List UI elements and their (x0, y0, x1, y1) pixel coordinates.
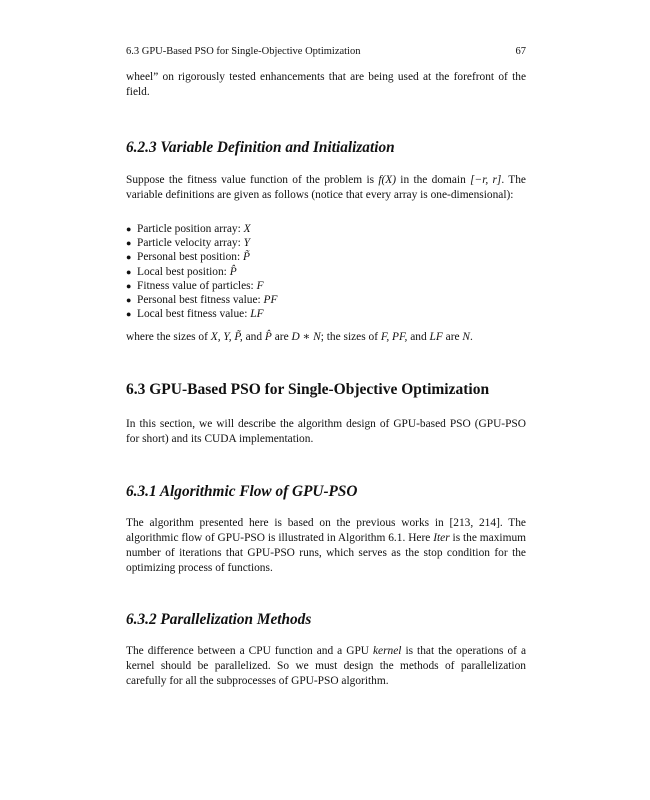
list-item: ● Particle position array: X (126, 223, 251, 235)
array-sizes-sentence: where the sizes of X, Y, P̃, and P̂ are D ∗ N; the sizes of F, PF, and LF are N. (126, 331, 473, 343)
list-item: ● Personal best fitness value: PF (126, 294, 278, 307)
array-sizes-block (126, 330, 526, 345)
intro-paragraph-block (126, 70, 526, 100)
math-fx: f(X) (378, 174, 397, 186)
section-6-3-paragraph: In this section, we will describe the algorithm design of GPU-based PSO (GPU-PSO for short) and its CUDA implementation. (126, 418, 526, 445)
section-6-3-2-paragraph: The difference between a CPU function and a GPU kernel is that the operations of a kernel should be parallelized. So we must design the methods of parallelization carefully for all the subprocesses of GPU-PSO algorithm. (126, 645, 527, 687)
list-item: ● Local best fitness value: LF (126, 308, 264, 321)
intro-paragraph: wheel” on rigorously tested enhancements that are being used at the forefront of the field. (126, 71, 526, 98)
math-iter: Iter (433, 532, 450, 544)
para-text: in the domain (396, 174, 471, 186)
math-domain: [−r, r] (470, 174, 502, 186)
running-head-title: 6.3 GPU-Based PSO for Single-Objective Optimization (126, 46, 361, 57)
para-text: Suppose the fitness value function of the problem is (126, 174, 379, 186)
section-6-3-2-heading-block (126, 610, 526, 629)
section-6-3-2-paragraph-block (126, 644, 526, 689)
section-6-3-1-heading-block (126, 482, 526, 501)
bullet-icon: ● (126, 238, 132, 249)
section-6-2-3-paragraph-block (126, 173, 526, 203)
bullet-icon: ● (126, 266, 132, 277)
bullet-icon: ● (126, 280, 132, 291)
section-6-3-1-paragraph-block (126, 516, 526, 576)
section-6-2-3-heading-block (126, 138, 526, 157)
section-6-3-paragraph-block (126, 417, 526, 447)
bullet-icon: ● (126, 224, 132, 234)
variable-list-block (126, 222, 526, 321)
page-number: 67 (515, 46, 526, 57)
list-item: ● Particle velocity array: Y (126, 237, 250, 250)
list-item: ● Fitness value of particles: F (126, 279, 264, 292)
section-6-3-2-heading: 6.3.2 Parallelization Methods (126, 611, 312, 628)
section-6-3-1-paragraph: The algorithm presented here is based on the previous works in [213, 214]. The algorithmic flow of GPU-PSO is illustrated in Algorithm 6.1. Here Iter is the maximum number of iterations that GPU-PSO runs, which serves as the stop condition for the optimizing process of functions. (126, 517, 526, 574)
bullet-icon: ● (126, 309, 132, 320)
bullet-icon: ● (126, 252, 132, 263)
section-6-3-1-heading: 6.3.1 Algorithmic Flow of GPU-PSO (126, 483, 358, 500)
section-6-2-3-heading: 6.2.3 Variable Definition and Initialization (126, 139, 395, 156)
variable-list (126, 222, 526, 321)
list-item: ● Local best position: P̂ (126, 265, 237, 278)
section-6-2-3-paragraph (126, 173, 526, 203)
section-6-3-heading-block (126, 380, 526, 399)
section-6-3-heading: 6.3 GPU-Based PSO for Single-Objective Optimization (126, 381, 490, 398)
para-text: . The variable definitions are given as follows (notice that every array is one-dimensional): (126, 174, 526, 201)
kernel-term: kernel (373, 645, 402, 657)
bullet-icon: ● (126, 295, 132, 306)
list-item: ● Personal best position: P̃ (126, 251, 250, 264)
